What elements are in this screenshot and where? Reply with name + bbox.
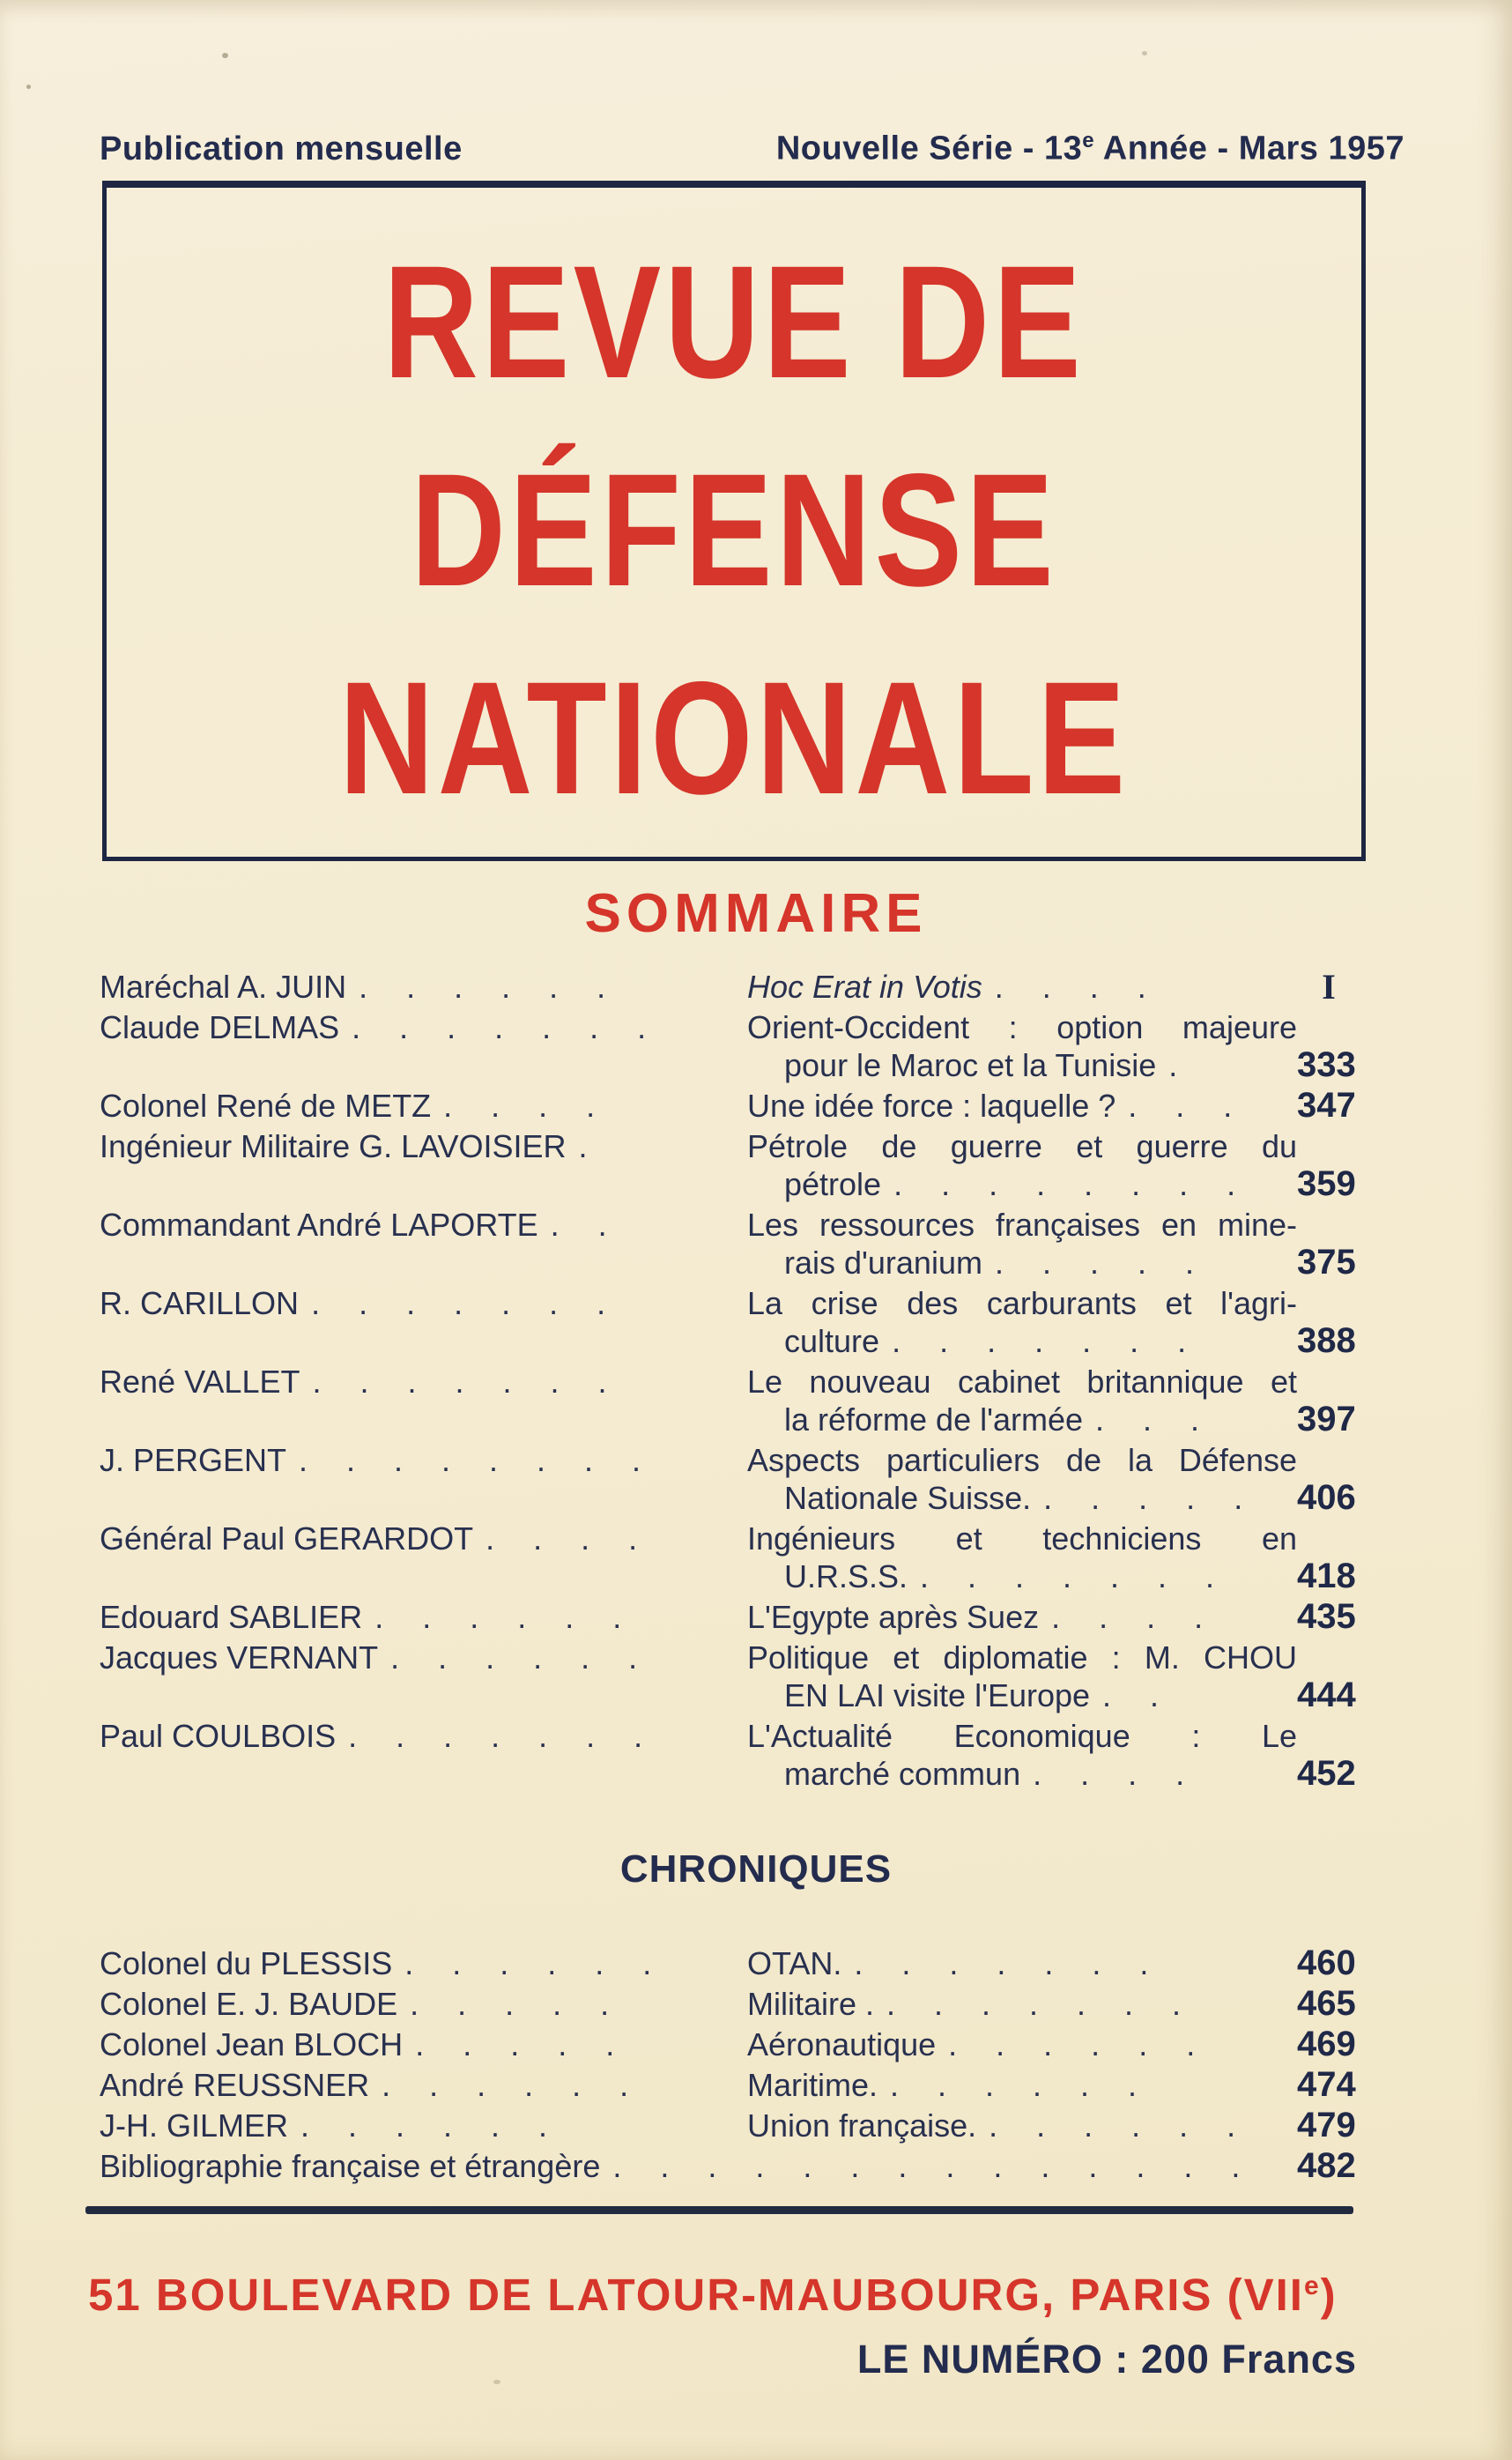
dot-leader: . . . . . . . . — [893, 1165, 1236, 1202]
dot-leader: . . . . . . . . . . . . . . — [612, 2147, 1241, 2184]
dot-leader: . . — [550, 1206, 607, 1243]
toc-title-text: L'Egypte après Suez — [747, 1598, 1040, 1635]
dot-leader: . . . . . — [410, 1985, 610, 2022]
toc-title-text: Hoc Erat in Votis — [747, 968, 982, 1005]
toc-title-line — [747, 1008, 1297, 1046]
toc-title-text: Union française. — [747, 2107, 977, 2144]
toc-title-text: U.R.S.S. — [784, 1557, 908, 1594]
toc-author — [100, 1087, 747, 1125]
toc-title-text: Militaire . — [747, 1985, 875, 2022]
toc-author-name: Ingénieur Militaire G. LAVOISIER — [100, 1127, 567, 1164]
toc-title-line — [747, 1322, 1297, 1360]
toc-row — [100, 1944, 1360, 1982]
dot-leader: . . . — [1128, 1087, 1233, 1124]
toc-article-title — [747, 2107, 1297, 2144]
toc-title-text: rais d'uranium — [784, 1244, 982, 1281]
toc-page-number: 397 — [1297, 1399, 1356, 1438]
toc-row — [100, 968, 1360, 1006]
toc-row — [100, 2025, 1360, 2063]
toc-title-text: Une idée force : laquelle ? — [747, 1087, 1116, 1124]
toc-author-name: Colonel du PLESSIS — [100, 1944, 393, 1981]
dot-leader: . . . . . . . . — [299, 1441, 641, 1478]
toc-row — [100, 2107, 1360, 2144]
toc-page-number: 388 — [1297, 1320, 1356, 1360]
toc-article-title — [747, 968, 1297, 1006]
toc-title-line — [747, 1598, 1297, 1636]
dot-leader: . . . . . — [994, 1244, 1194, 1281]
toc-article-title — [747, 1008, 1297, 1084]
toc-title-line — [747, 1755, 1297, 1793]
toc-article-title — [747, 1441, 1297, 1517]
sommaire-list — [100, 968, 1360, 1793]
toc-author-name: Colonel E. J. BAUDE — [100, 1985, 398, 2022]
bibliography-label: Bibliographie française et étrangère — [100, 2147, 601, 2184]
toc-author — [100, 968, 747, 1006]
toc-row — [100, 1441, 1360, 1517]
toc-author-name: Maréchal A. JUIN — [100, 968, 347, 1005]
toc-title-text: Aspects particuliers de la Défense — [747, 1441, 1297, 1478]
toc-author-name: Edouard SABLIER — [100, 1598, 363, 1635]
issue-info: Nouvelle Série - 13e Année - Mars 1957 — [775, 129, 1405, 167]
toc-title-line — [747, 1165, 1297, 1203]
scan-speck — [26, 85, 31, 89]
toc-title-text: OTAN. — [747, 1944, 842, 1981]
address-superscript: e — [1303, 2270, 1321, 2300]
toc-page-number: 474 — [1297, 2064, 1356, 2104]
issue-superscript: e — [1082, 129, 1095, 152]
dot-leader: . . . . . . — [890, 2066, 1138, 2103]
dot-leader: . . . . . . . — [352, 1008, 647, 1045]
chroniques-heading: CHRONIQUES — [619, 1847, 893, 1891]
toc-page-number: 482 — [1297, 2145, 1356, 2185]
toc-author-name: R. CARILLON — [100, 1284, 300, 1321]
dot-leader: . . — [1102, 1676, 1160, 1713]
toc-author — [100, 1008, 747, 1046]
publication-frequency: Publication mensuelle — [100, 130, 463, 167]
toc-page-number: 465 — [1297, 1983, 1356, 2023]
toc-title-text: L'Actualité Economique : Le — [747, 1717, 1297, 1754]
toc-title-line — [747, 1244, 1297, 1282]
toc-author-name: Colonel René de METZ — [100, 1087, 432, 1124]
toc-author — [100, 1206, 747, 1244]
toc-page-number: 479 — [1297, 2105, 1356, 2144]
toc-title-text: marché commun — [784, 1755, 1021, 1792]
toc-title-text: Pétrole de guerre et guerre du — [747, 1127, 1297, 1164]
toc-article-title — [747, 1284, 1297, 1360]
chroniques-list — [100, 1944, 1360, 2144]
toc-article-title — [747, 1717, 1297, 1793]
toc-author — [100, 1520, 747, 1557]
toc-article-title — [747, 1127, 1297, 1203]
toc-page-number: 469 — [1297, 2024, 1356, 2063]
toc-article-title — [747, 2025, 1297, 2063]
toc-page-number: 406 — [1297, 1477, 1356, 1517]
toc-page-number: 359 — [1297, 1163, 1356, 1203]
toc-title-text: Les ressources françaises en mine- — [747, 1206, 1297, 1243]
toc-title-line — [747, 1363, 1297, 1401]
toc-title-text: La crise des carburants et l'agri- — [747, 1284, 1297, 1321]
bibliography-row — [100, 2147, 1360, 2185]
toc-page-number: 333 — [1297, 1044, 1356, 1084]
toc-row — [100, 1639, 1360, 1714]
toc-title-text: Ingénieurs et techniciens en — [747, 1520, 1297, 1557]
toc-row — [100, 2066, 1360, 2104]
toc-row — [100, 1598, 1360, 1636]
dot-leader: . . . . . . . — [892, 1322, 1187, 1359]
toc-title-text: pour le Maroc et la Tunisie — [784, 1046, 1157, 1083]
publisher-address: 51 BOULEVARD DE LATOUR-MAUBOURG, PARIS (VIIe) — [88, 2269, 1338, 2320]
dot-leader: . . . . . . . — [886, 1985, 1182, 2022]
dot-leader: . . . . . . — [300, 2107, 548, 2144]
dot-leader: . . . . . . . — [854, 1944, 1149, 1981]
toc-title-line — [747, 1557, 1297, 1595]
dot-leader: . . . . — [443, 1087, 596, 1124]
toc-author — [100, 2025, 747, 2063]
toc-row — [100, 1520, 1360, 1595]
toc-author-name: Paul COULBOIS — [100, 1717, 337, 1754]
toc-title-line — [747, 1046, 1297, 1084]
dot-leader: . . . . . . . — [312, 1363, 607, 1400]
toc-author — [100, 1127, 747, 1165]
sommaire-heading: SOMMAIRE — [584, 882, 928, 944]
footer-divider-rule — [85, 2206, 1353, 2214]
toc-title-line — [747, 1206, 1297, 1244]
toc-title-text: Maritime. — [747, 2066, 878, 2103]
toc-title-line — [747, 968, 1297, 1006]
toc-title-text: culture — [784, 1322, 880, 1359]
toc-title-line — [747, 1944, 1297, 1982]
toc-article-title — [747, 1598, 1297, 1636]
dot-leader: . . . . — [1033, 1755, 1185, 1792]
toc-article-title — [747, 1639, 1297, 1714]
toc-article-title — [747, 1206, 1297, 1282]
toc-author — [100, 1717, 747, 1755]
toc-title-line — [747, 2025, 1297, 2063]
dot-leader: . . . . . — [1043, 1479, 1243, 1516]
toc-title-text: Nationale Suisse. — [784, 1479, 1032, 1516]
toc-title-line — [747, 1639, 1297, 1676]
masthead-title-line-3: NATIONALE — [338, 647, 1130, 828]
toc-article-title — [747, 1520, 1297, 1595]
scan-speck — [493, 2380, 500, 2384]
toc-author-name: Colonel Jean BLOCH — [100, 2025, 404, 2062]
dot-leader: . . . . . . . — [920, 1557, 1215, 1594]
masthead-title-line-2: DÉFENSE — [411, 439, 1057, 620]
toc-title-text: Aéronautique — [747, 2025, 937, 2062]
toc-author-name: Jacques VERNANT — [100, 1639, 379, 1676]
toc-title-line — [747, 1717, 1297, 1755]
toc-author — [100, 1944, 747, 1982]
toc-title-line — [747, 1284, 1297, 1322]
toc-author-name: Commandant André LAPORTE — [100, 1206, 538, 1243]
dot-leader: . . . . . . . — [311, 1284, 606, 1321]
dot-leader: . . . . . . — [948, 2025, 1196, 2062]
dot-leader: . . . . . — [415, 2025, 615, 2062]
toc-article-title — [747, 2066, 1297, 2104]
toc-author — [100, 1363, 747, 1401]
toc-author-name: J. PERGENT — [100, 1441, 287, 1478]
toc-title-line — [747, 2107, 1297, 2144]
dot-leader: . — [578, 1127, 588, 1164]
toc-article-title — [747, 1087, 1297, 1125]
toc-title-text: pétrole — [784, 1165, 882, 1202]
toc-row — [100, 1008, 1360, 1084]
toc-article-title — [747, 1944, 1297, 1982]
toc-author — [100, 1284, 747, 1322]
toc-author — [100, 1985, 747, 2023]
toc-author-name: Général Paul GERARDOT — [100, 1520, 474, 1557]
toc-title-text: Politique et diplomatie : M. CHOU — [747, 1639, 1297, 1676]
dot-leader: . . . . — [994, 968, 1146, 1005]
dot-leader: . . . . . . — [404, 1944, 652, 1981]
toc-title-text: Le nouveau cabinet britannique et — [747, 1363, 1297, 1400]
dot-leader: . . . . . . — [359, 968, 606, 1005]
toc-author — [100, 2107, 747, 2144]
toc-author — [100, 1441, 747, 1479]
toc-title-text: la réforme de l'armée — [784, 1401, 1084, 1438]
toc-author — [100, 2066, 747, 2104]
top-header — [100, 129, 1405, 168]
toc-page-number: 347 — [1297, 1085, 1356, 1125]
masthead-title-line-1: REVUE DE — [383, 231, 1085, 412]
toc-title-line — [747, 2066, 1297, 2104]
dot-leader: . . . . — [1051, 1598, 1204, 1635]
toc-article-title — [747, 1363, 1297, 1438]
toc-page-number: 444 — [1297, 1675, 1356, 1714]
dot-leader: . . . . . . — [390, 1639, 638, 1676]
toc-title-text: EN LAI visite l'Europe — [784, 1676, 1091, 1713]
scan-speck — [1142, 51, 1147, 56]
dot-leader: . . . . . . — [382, 2066, 629, 2103]
toc-page-number: 375 — [1297, 1242, 1356, 1282]
toc-page-number: I — [1322, 966, 1336, 1007]
toc-page-number: 452 — [1297, 1753, 1356, 1793]
toc-author — [100, 1598, 747, 1636]
toc-title-text: Orient-Occident : option majeure — [747, 1008, 1297, 1045]
toc-row — [100, 1985, 1360, 2023]
dot-leader: . . . — [1095, 1401, 1200, 1438]
toc-row — [100, 1127, 1360, 1203]
toc-page-number: 435 — [1297, 1596, 1356, 1636]
toc-author-name: Claude DELMAS — [100, 1008, 340, 1045]
scan-speck — [222, 53, 228, 58]
toc-title-line — [747, 1127, 1297, 1165]
toc-row — [100, 1284, 1360, 1360]
toc-row — [100, 1363, 1360, 1438]
dot-leader: . . . . . . — [989, 2107, 1236, 2144]
toc-title-line — [747, 1401, 1297, 1438]
toc-title-line — [747, 1479, 1297, 1517]
toc-row — [100, 1717, 1360, 1793]
dot-leader: . . . . . . . — [348, 1717, 643, 1754]
toc-title-line — [747, 1087, 1297, 1125]
masthead-box — [102, 181, 1366, 861]
dot-leader: . . . . . . — [374, 1598, 622, 1635]
toc-author-name: René VALLET — [100, 1363, 300, 1400]
toc-row — [100, 1087, 1360, 1125]
toc-author-name: J-H. GILMER — [100, 2107, 289, 2144]
toc-author-name: André REUSSNER — [100, 2066, 370, 2103]
toc-title-line — [747, 1985, 1297, 2023]
toc-title-line — [747, 1520, 1297, 1557]
toc-title-line — [747, 1676, 1297, 1714]
toc-article-title — [747, 1985, 1297, 2023]
toc-title-line — [747, 1441, 1297, 1479]
toc-page-number: 418 — [1297, 1556, 1356, 1595]
toc-author — [100, 1639, 747, 1676]
issue-price: LE NUMÉRO : 200 Francs — [856, 2336, 1357, 2382]
dot-leader: . — [1168, 1046, 1178, 1083]
toc-page-number: 460 — [1297, 1943, 1356, 1982]
toc-row — [100, 1206, 1360, 1282]
dot-leader: . . . . — [485, 1520, 638, 1557]
